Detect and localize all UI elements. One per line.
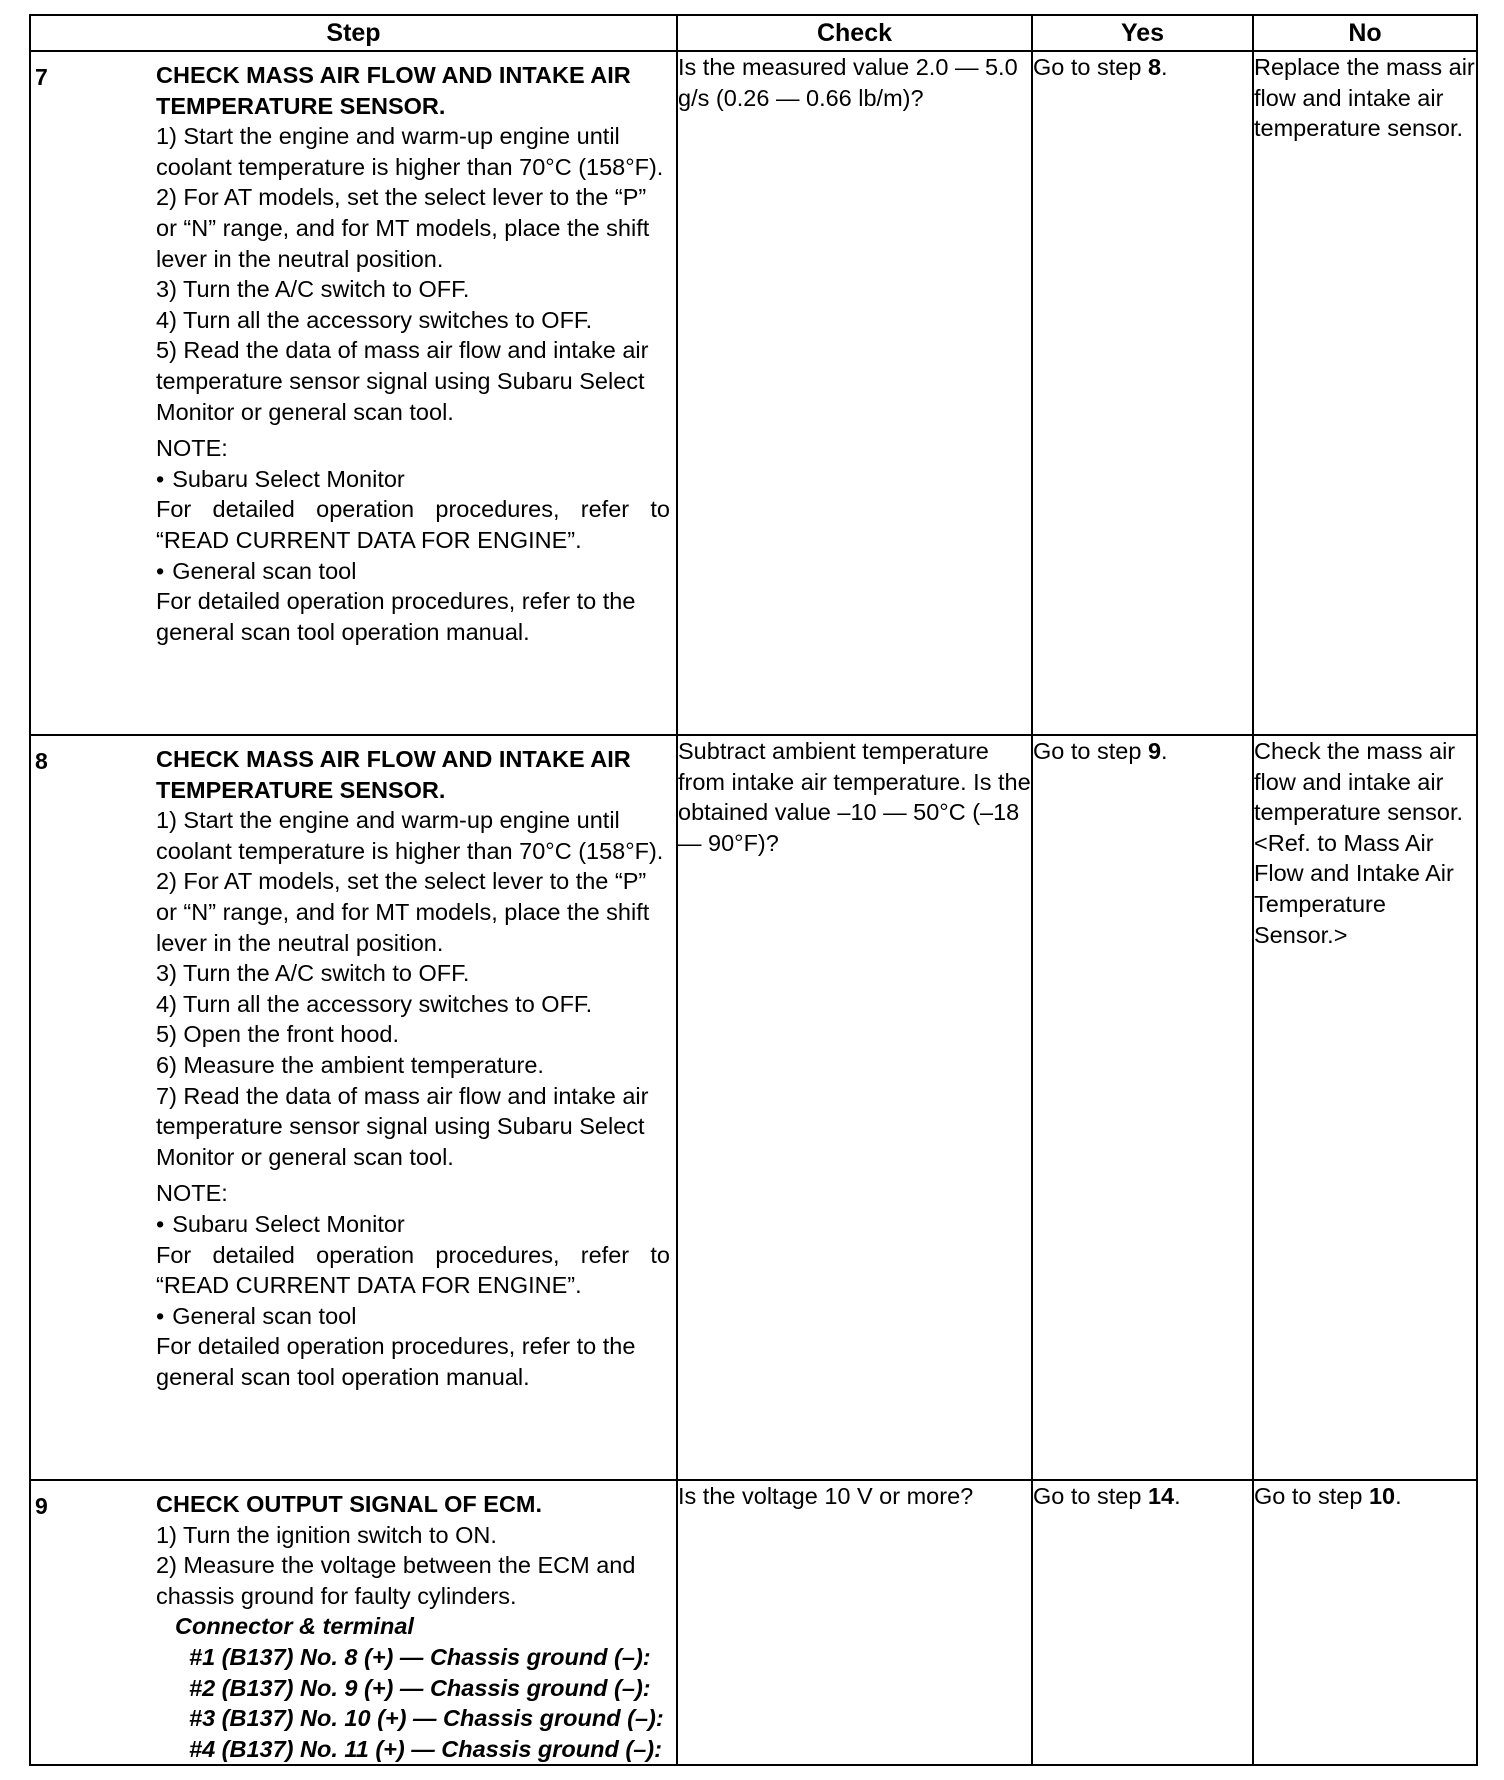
note-label: NOTE: (156, 435, 228, 462)
diagnostic-table (29, 14, 1478, 1766)
step-cell (30, 735, 677, 1480)
procedure-step: 4) Turn all the accessory switches to OFF. (156, 306, 593, 333)
procedure-step: 6) Measure the ambient temperature. (156, 1051, 544, 1078)
header-no: No (1253, 15, 1477, 51)
header-check: Check (677, 15, 1032, 51)
procedure-step: 5) Read the data of mass air flow and intake air temperature sensor signal using Subaru Select Monitor or general scan tool. (156, 337, 649, 425)
step-title: CHECK MASS AIR FLOW AND INTAKE AIR TEMPERATURE SENSOR. (156, 62, 631, 119)
no-cell: Go to step 10. (1253, 1480, 1477, 1765)
note-text: For detailed operation procedures, refer to the general scan tool operation manual. (156, 1333, 636, 1390)
step-title: CHECK OUTPUT SIGNAL OF ECM. (156, 1491, 543, 1517)
note-bullet: • General scan tool (156, 556, 670, 587)
table-row (30, 735, 1477, 1480)
procedure-step: 3) Turn the A/C switch to OFF. (156, 276, 470, 303)
note-bullet: • Subaru Select Monitor (156, 1209, 670, 1240)
step-cell (30, 51, 677, 735)
header-yes: Yes (1032, 15, 1253, 51)
step-title: CHECK MASS AIR FLOW AND INTAKE AIR TEMPERATURE SENSOR. (156, 746, 631, 803)
connector-heading: Connector & terminal (175, 1613, 414, 1640)
yes-step-ref: 9 (1147, 738, 1162, 764)
no-cell: Check the mass air flow and intake air temperature sensor. <Ref. to Mass Air Flow and Intake Air Temperature Sensor.> (1253, 735, 1477, 1480)
yes-step-ref: 8 (1147, 54, 1162, 80)
note-label: NOTE: (156, 1180, 228, 1207)
note-bullet: • Subaru Select Monitor (156, 464, 670, 495)
procedure-step: 1) Start the engine and warm-up engine until coolant temperature is higher than 70°C (158°F). (156, 123, 664, 180)
procedure-step: 5) Open the front hood. (156, 1021, 399, 1048)
procedure-step: 2) For AT models, set the select lever to the “P” or “N” range, and for MT models, place the shift lever in the neutral position. (156, 868, 650, 956)
step-number: 9 (35, 1493, 48, 1519)
header-step: Step (30, 15, 677, 51)
procedure-step: 4) Turn all the accessory switches to OFF. (156, 990, 593, 1017)
procedure-step: 3) Turn the A/C switch to OFF. (156, 960, 470, 987)
connector-line: #4 (B137) No. 11 (+) — Chassis ground (–): (189, 1735, 662, 1762)
procedure-step: 2) For AT models, set the select lever to the “P” or “N” range, and for MT models, place the shift lever in the neutral position. (156, 184, 650, 272)
no-cell: Replace the mass air flow and intake air temperature sensor. (1253, 51, 1477, 735)
yes-text: Go to step (1033, 738, 1148, 764)
no-text: Go to step (1254, 1483, 1369, 1509)
yes-cell: Go to step 9. (1032, 735, 1253, 1480)
yes-step-ref: 14 (1147, 1483, 1175, 1509)
yes-text: Go to step (1033, 1483, 1148, 1509)
yes-text: Go to step (1033, 54, 1148, 80)
yes-cell: Go to step 14. (1032, 1480, 1253, 1765)
procedure-step: 2) Measure the voltage between the ECM and chassis ground for faulty cylinders. (156, 1552, 636, 1609)
step-number: 8 (35, 748, 48, 774)
yes-cell: Go to step 8. (1032, 51, 1253, 735)
note-bullet: • General scan tool (156, 1301, 670, 1332)
connector-line: #2 (B137) No. 9 (+) — Chassis ground (–): (189, 1674, 651, 1701)
note-text: For detailed operation procedures, refer to the general scan tool operation manual. (156, 588, 636, 645)
step-number: 7 (35, 64, 48, 90)
header-row (30, 15, 1477, 51)
procedure-step: 1) Turn the ignition switch to ON. (156, 1521, 497, 1548)
check-cell: Subtract ambient temperature from intake air temperature. Is the obtained value –10 — 50°C (–18 — 90°F)? (677, 735, 1032, 1480)
table-row (30, 1480, 1477, 1765)
note-text: For detailed operation procedures, refer to “READ CURRENT DATA FOR ENGINE”. (156, 1241, 670, 1299)
procedure-step: 7) Read the data of mass air flow and intake air temperature sensor signal using Subaru Select Monitor or general scan tool. (156, 1082, 649, 1170)
note-text: For detailed operation procedures, refer to “READ CURRENT DATA FOR ENGINE”. (156, 496, 670, 553)
check-cell: Is the voltage 10 V or more? (677, 1480, 1032, 1765)
connector-spec (156, 1611, 670, 1764)
connector-line: #1 (B137) No. 8 (+) — Chassis ground (–): (189, 1643, 651, 1670)
step-cell (30, 1480, 677, 1765)
table-row (30, 51, 1477, 735)
connector-line: #3 (B137) No. 10 (+) — Chassis ground (–): (189, 1705, 664, 1732)
procedure-step: 1) Start the engine and warm-up engine until coolant temperature is higher than 70°C (158°F). (156, 807, 664, 864)
no-step-ref: 10 (1368, 1483, 1396, 1509)
check-cell: Is the measured value 2.0 — 5.0 g/s (0.26 — 0.66 lb/m)? (677, 51, 1032, 735)
